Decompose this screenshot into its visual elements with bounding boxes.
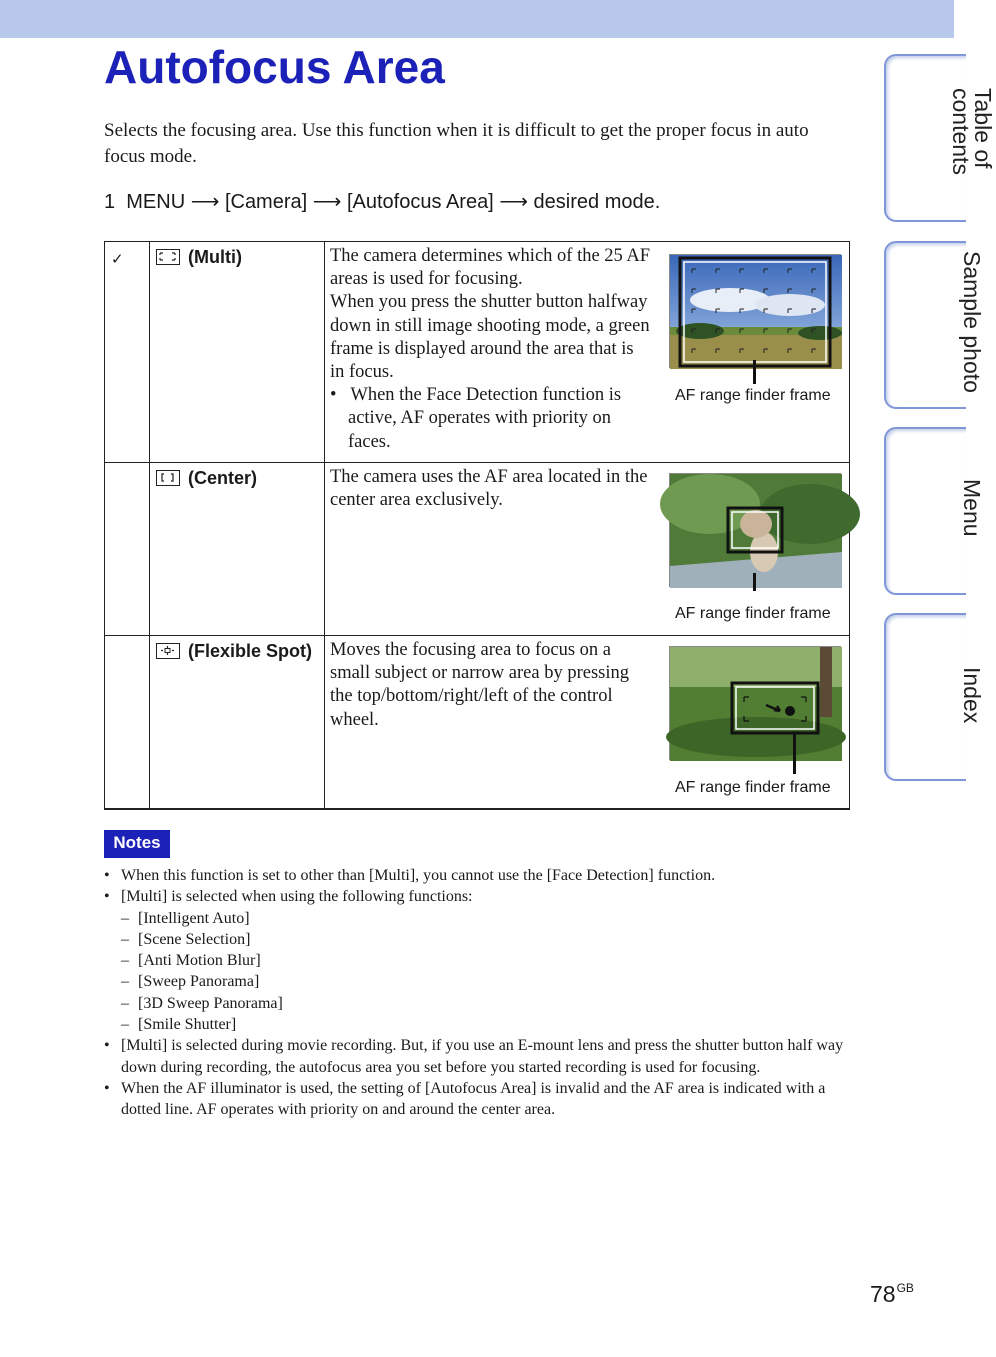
header-band — [0, 0, 954, 38]
photo-caption: AF range finder frame — [675, 779, 831, 796]
intro-text: Selects the focusing area. Use this function when it is difficult to get the proper focus in auto focus mode. — [104, 120, 809, 167]
step-number: 1 — [104, 191, 116, 213]
page-title: Autofocus Area — [104, 41, 445, 93]
note-item: • [Multi] is selected when using the following functions: – [Intelligent Auto] – [Scene Selection] – [Anti Motion Blur] – [Sweep Panorama] – [3D Sweep Panorama] – [Smile Shutter] — [104, 886, 846, 1035]
function-item: – [Sweep Panorama] — [121, 971, 846, 992]
function-item: – [Anti Motion Blur] — [121, 950, 846, 971]
tab-menu[interactable] — [884, 427, 985, 595]
tab-label: Sample photo — [959, 251, 985, 393]
note-item: • [Multi] is selected during movie recording. But, if you use an E-mount lens and press the shutter button half way down during recording, the autofocus area you set before you started recording is used for focusing. — [104, 1035, 846, 1078]
mode-name-center: (Center) — [150, 463, 324, 490]
mode-row-center — [105, 463, 850, 636]
function-item: – [3D Sweep Panorama] — [121, 993, 846, 1014]
flexible-spot-example-photo — [669, 646, 841, 760]
tab-table-of-contents[interactable] — [884, 54, 996, 222]
note-item: • When this function is set to other than [Multi], you cannot use the [Face Detection] function. — [104, 865, 846, 886]
checkmark-icon: ✓ — [111, 250, 124, 268]
arrow-icon: ⟶ — [499, 191, 528, 213]
step-menu: MENU — [126, 191, 186, 213]
function-item: – [Smile Shutter] — [121, 1014, 846, 1035]
multi-function-list — [121, 908, 846, 1036]
step-end: desired mode. — [533, 191, 661, 213]
mode-description: The camera uses the AF area located in the center area exclusively. — [330, 467, 648, 511]
tab-label: Menu — [959, 479, 985, 537]
mode-row-multi — [105, 242, 850, 463]
mode-row-flexible-spot — [105, 636, 850, 810]
tab-label: Table of contents — [948, 88, 996, 175]
mode-table — [104, 241, 850, 810]
tab-label: Index — [959, 667, 985, 724]
step-item: [Autofocus Area] — [346, 191, 494, 213]
multi-example-photo — [669, 254, 841, 368]
step-camera: [Camera] — [224, 191, 308, 213]
tab-sample-photo[interactable] — [884, 241, 985, 409]
tab-index[interactable] — [884, 613, 985, 781]
arrow-icon: ⟶ — [190, 191, 220, 213]
notes-list — [104, 865, 846, 1121]
frame-pointer-line — [753, 360, 756, 384]
function-item: – [Intelligent Auto] — [121, 908, 846, 929]
mode-name-flexible-spot: (Flexible Spot) — [150, 636, 324, 663]
mode-description: Moves the focusing area to focus on a small subject or narrow area by pressing the top/bottom/right/left of the control wheel. — [330, 640, 629, 730]
mode-description: The camera determines which of the 25 AF areas is used for focusing. When you press the shutter button halfway down in still image shooting mode, a green frame is displayed around the area that is in focus. • When the Face Detection function is active, AF operates with priority on faces. — [330, 246, 651, 452]
arrow-icon: ⟶ — [312, 191, 342, 213]
page-number: $78^{GB}$ — [870, 1281, 914, 1307]
frame-pointer-line — [753, 573, 756, 591]
photo-caption: AF range finder frame — [675, 605, 831, 622]
center-area-icon — [156, 470, 180, 486]
flexible-spot-icon — [156, 643, 180, 659]
photo-caption: AF range finder frame — [675, 387, 831, 404]
multi-area-icon — [156, 249, 180, 265]
mode-name-multi: (Multi) — [150, 242, 324, 269]
notes-label: Notes — [104, 830, 170, 858]
page-suffix: GB — [896, 1281, 914, 1295]
frame-pointer-line — [793, 732, 796, 774]
note-item: • When the AF illuminator is used, the setting of [Autofocus Area] is invalid and the AF area is indicated with a dotted line. AF operates with priority on and around the center area. — [104, 1078, 846, 1121]
function-item: – [Scene Selection] — [121, 929, 846, 950]
center-example-photo — [669, 473, 841, 587]
menu-step — [104, 189, 660, 214]
